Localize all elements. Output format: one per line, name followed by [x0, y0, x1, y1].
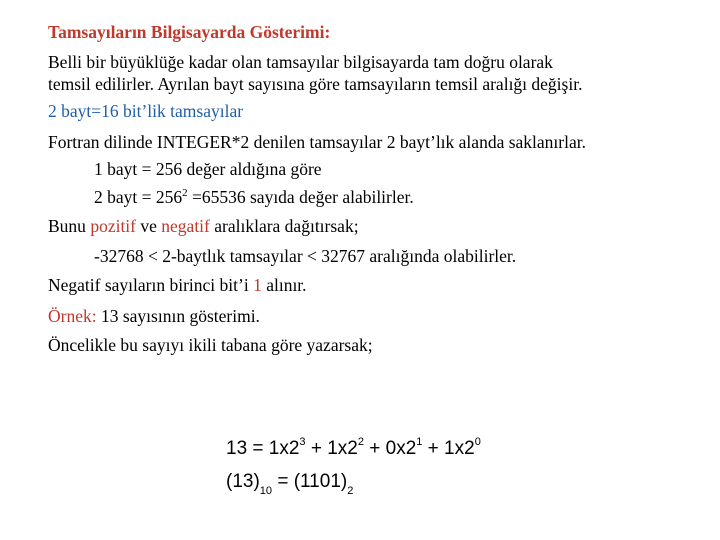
example-line: [48, 305, 260, 327]
dist-negative: negatif: [161, 216, 210, 236]
byte2-exponent: 2: [182, 187, 188, 200]
range-line: -32768 < 2-baytlık tamsayılar < 32767 aralığında olabilirler.: [94, 246, 517, 266]
slide-title: Tamsayıların Bilgisayarda Gösterimi:: [48, 22, 331, 42]
eq1-exp3: 1: [416, 435, 423, 448]
eq2-base2: 2: [347, 484, 354, 497]
distribution-line: [48, 215, 359, 237]
byte1-line: 1 bayt = 256 değer aldığına göre: [94, 159, 322, 179]
negative-bit-line: [48, 274, 307, 296]
eq2-right: = (1101): [272, 471, 348, 492]
neg-suffix: alınır.: [261, 275, 307, 295]
equation-binary-expansion: [226, 435, 481, 460]
dist-and: ve: [136, 216, 162, 236]
first-line: Öncelikle bu sayıyı ikili tabana göre yazarsak;: [48, 335, 373, 355]
subheading-16bit: 2 bayt=16 bit’lik tamsayılar: [48, 101, 244, 121]
eq1-exp4: 0: [474, 435, 481, 448]
dist-positive: pozitif: [90, 216, 136, 236]
dist-suffix: aralıklara dağıtırsak;: [209, 216, 359, 236]
fortran-line: Fortran dilinde INTEGER*2 denilen tamsayılar 2 bayt’lık alanda saklanırlar.: [48, 132, 586, 152]
eq1-term3: + 0x2: [363, 438, 417, 459]
example-label: Örnek:: [48, 306, 97, 326]
byte2-line: [94, 186, 414, 208]
paragraph-line-1: Belli bir büyüklüğe kadar olan tamsayılar bilgisayarda tam doğru olarak: [48, 52, 553, 72]
eq1-term2: + 1x2: [305, 438, 358, 459]
eq1-term1: 13 = 1x2: [226, 438, 300, 459]
equation-base-conversion: [226, 471, 354, 497]
neg-prefix: Negatif sayıların birinci bit’i: [48, 275, 254, 295]
eq1-exp2: 2: [357, 435, 364, 448]
eq1-term4: + 1x2: [422, 438, 475, 459]
neg-bit: 1: [253, 275, 262, 295]
example-text: 13 sayısının gösterimi.: [96, 306, 260, 326]
eq2-base10: 10: [259, 484, 273, 497]
paragraph-line-2: temsil edilirler. Ayrılan bayt sayısına göre tamsayıların temsil aralığı değişir.: [48, 74, 583, 94]
eq2-left: (13): [226, 471, 260, 492]
eq1-exp1: 3: [299, 435, 306, 448]
dist-prefix: Bunu: [48, 216, 91, 236]
byte2-after: =65536 sayıda değer alabilirler.: [187, 187, 414, 207]
byte2-before: 2 bayt = 256: [94, 187, 183, 207]
